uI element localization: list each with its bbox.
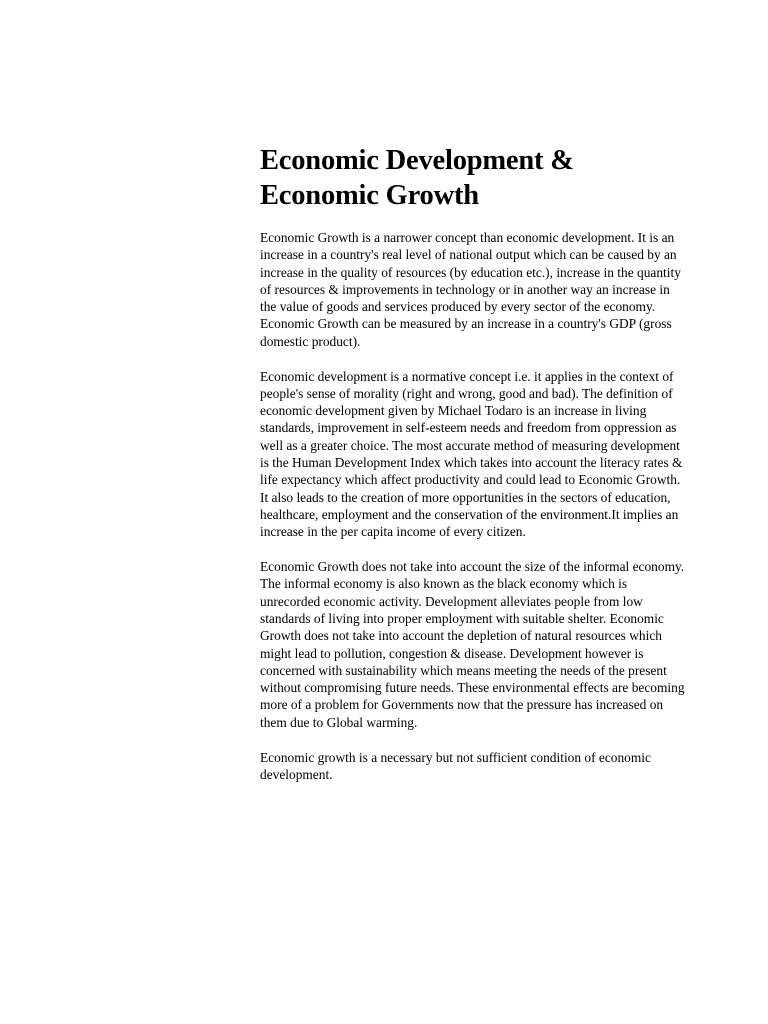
- paragraph-informal-economy: Economic Growth does not take into account the size of the informal economy. The informal economy is also known as the black economy which is unrecorded economic activity. Development alleviates people from low standards of living into proper employment with suitable shelter. Economic Growth does not take into account the depletion of natural resources which might lead to pollution, congestion & disease. Development however is concerned with sustainability which means meeting the needs of the present without compromising future needs. These environmental effects are becoming more of a problem for Governments now that the pressure has increased on them due to Global warming.: [260, 559, 685, 730]
- document-title: [260, 143, 688, 213]
- document-body: [260, 143, 688, 801]
- paragraph-development-definition: Economic development is a normative concept i.e. it applies in the context of people's sense of morality (right and wrong, good and bad). The definition of economic development given by Michael Todaro is an increase in living standards, improvement in self-esteem needs and freedom from oppression as well as a greater choice. The most accurate method of measuring development is the Human Development Index which takes into account the literacy rates & life expectancy which affect productivity and could lead to Economic Growth. It also leads to the creation of more opportunities in the sectors of education, healthcare, employment and the conservation of the environment.It implies an increase in the per capita income of every citizen.: [260, 368, 683, 540]
- paragraph-growth-definition: Economic Growth is a narrower concept than economic development. It is an increase in a country's real level of national output which can be caused by an increase in the quality of resources (by education etc.), increase in the quantity of resources & improvements in technology or in another way an increase in the value of goods and services produced by every sector of the economy. Economic Growth can be measured by an increase in a country's GDP (gross domestic product).: [260, 230, 681, 349]
- title-line-2: Economic Growth: [260, 180, 479, 211]
- title-line-1: Economic Development &: [260, 145, 574, 176]
- paragraph-conclusion: Economic growth is a necessary but not sufficient condition of economic development.: [260, 749, 651, 782]
